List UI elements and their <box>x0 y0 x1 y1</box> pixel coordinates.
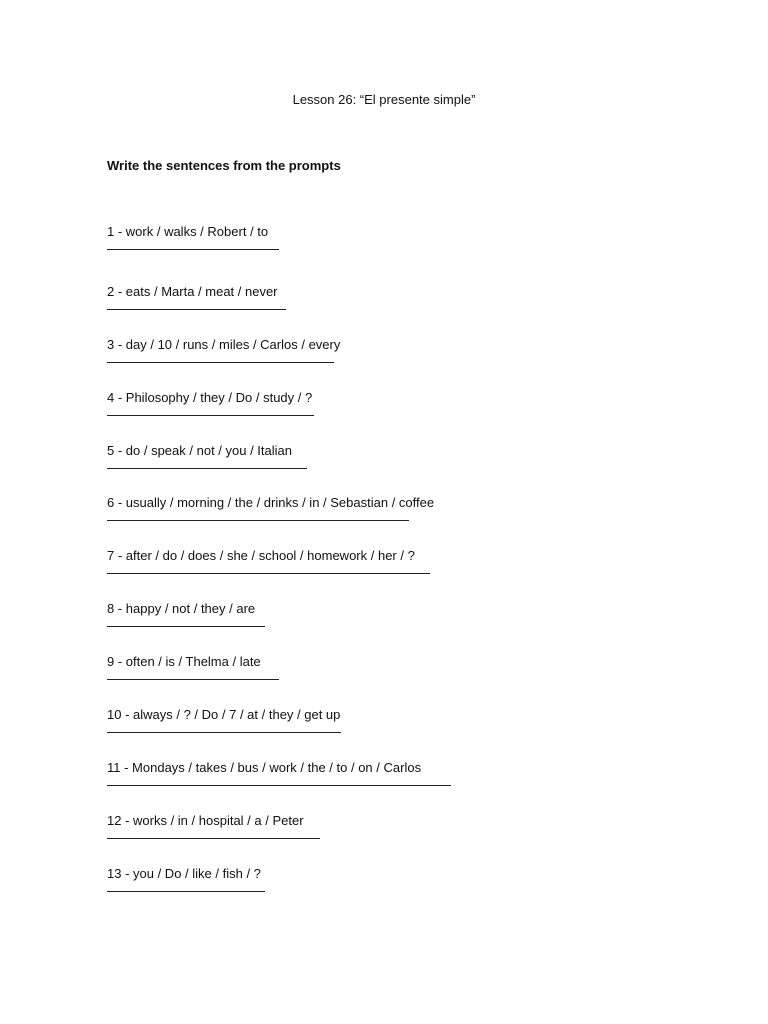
answer-line[interactable] <box>107 679 279 680</box>
answer-line[interactable] <box>107 626 265 627</box>
exercise-prompt: 3 - day / 10 / runs / miles / Carlos / every <box>107 337 341 352</box>
page-title: Lesson 26: “El presente simple” <box>292 92 476 107</box>
exercise-prompt: 10 - always / ? / Do / 7 / at / they / get up <box>107 707 341 722</box>
answer-line[interactable] <box>107 785 451 786</box>
exercise-item <box>107 601 265 627</box>
exercise-item <box>107 654 279 680</box>
answer-line[interactable] <box>107 309 286 310</box>
exercise-item <box>107 443 307 469</box>
exercise-item <box>107 866 265 892</box>
answer-line[interactable] <box>107 415 314 416</box>
exercise-item <box>107 284 286 310</box>
exercise-item <box>107 224 279 250</box>
answer-line[interactable] <box>107 732 341 733</box>
instructions-heading: Write the sentences from the prompts <box>107 158 341 173</box>
exercise-prompt: 4 - Philosophy / they / Do / study / ? <box>107 390 313 405</box>
exercise-prompt: 11 - Mondays / takes / bus / work / the / to / on / Carlos <box>107 760 422 775</box>
answer-line[interactable] <box>107 891 265 892</box>
exercise-item <box>107 707 341 733</box>
exercise-prompt: 5 - do / speak / not / you / Italian <box>107 443 292 458</box>
exercise-prompt: 6 - usually / morning / the / drinks / in / Sebastian / coffee <box>107 495 435 510</box>
exercise-prompt: 7 - after / do / does / she / school / homework / her / ? <box>107 548 415 563</box>
exercise-prompt: 8 - happy / not / they / are <box>107 601 256 616</box>
exercise-prompt: 2 - eats / Marta / meat / never <box>107 284 278 299</box>
answer-line[interactable] <box>107 249 279 250</box>
exercise-item <box>107 495 434 521</box>
exercise-item <box>107 337 340 363</box>
exercise-item <box>107 390 314 416</box>
exercise-prompt: 12 - works / in / hospital / a / Peter <box>107 813 304 828</box>
exercise-prompt: 9 - often / is / Thelma / late <box>107 654 261 669</box>
exercise-item <box>107 813 320 839</box>
answer-line[interactable] <box>107 520 409 521</box>
answer-line[interactable] <box>107 468 307 469</box>
answer-line[interactable] <box>107 573 430 574</box>
exercise-item <box>107 548 430 574</box>
exercise-prompt: 13 - you / Do / like / fish / ? <box>107 866 261 881</box>
answer-line[interactable] <box>107 838 320 839</box>
exercise-item <box>107 760 451 786</box>
exercise-prompt: 1 - work / walks / Robert / to <box>107 224 269 239</box>
answer-line[interactable] <box>107 362 334 363</box>
